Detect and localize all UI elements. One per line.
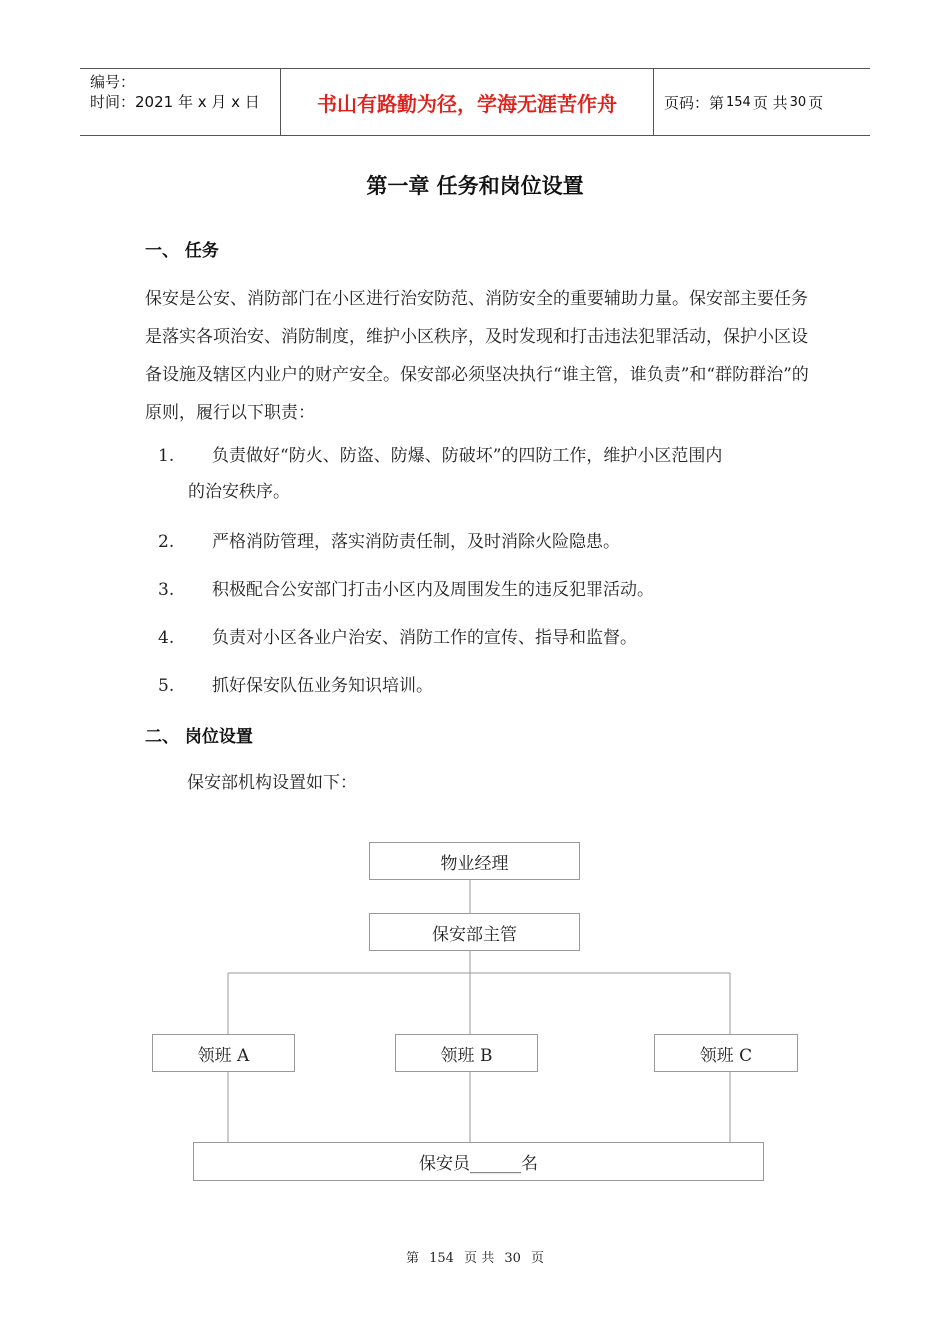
- time-label: 时间：2021 年 x 月 x 日: [90, 93, 260, 111]
- page-mid: 页 共: [752, 93, 788, 112]
- page-number: 154: [726, 94, 751, 110]
- footer-suffix: 页: [531, 1251, 545, 1266]
- item-number: 4.: [158, 628, 175, 648]
- item-text: 抓好保安队伍业务知识培训。: [212, 676, 433, 696]
- positions-intro: 保安部机构设置如下：: [187, 773, 357, 793]
- chapter-title: 第一章 任务和岗位设置: [366, 174, 584, 198]
- item-continuation: 的治安秩序。: [188, 482, 290, 502]
- section-heading-tasks: 一、 任务: [145, 241, 219, 261]
- number-label: 编号：: [90, 73, 136, 91]
- footer-prefix: 第: [405, 1251, 419, 1266]
- org-box-manager: 物业经理: [369, 842, 580, 880]
- header-motto: 书山有路勤为径，学海无涯苦作舟: [281, 69, 654, 135]
- item-number: 5.: [158, 676, 175, 696]
- item-text: 负责对小区各业户治安、消防工作的宣传、指导和监督。: [212, 628, 637, 648]
- item-number: 1.: [158, 446, 175, 466]
- page-prefix: 页码：第: [664, 93, 725, 112]
- org-box-leader-a: 领班 A: [152, 1034, 295, 1072]
- org-box-supervisor: 保安部主管: [369, 913, 580, 951]
- page-suffix: 页: [808, 93, 824, 112]
- tasks-paragraph: 保安是公安、消防部门在小区进行治安防范、消防安全的重要辅助力量。保安部主要任务是落实各项治安、消防制度，维护小区秩序，及时发现和打击违法犯罪活动，保护小区设备设施及辖区内业户的财产安全。保安部必须坚决执行“谁主管，谁负责”和“群防群治”的原则，履行以下职责：: [145, 289, 809, 423]
- org-box-leader-b: 领班 B: [395, 1034, 538, 1072]
- item-text: 负责做好“防火、防盗、防爆、防破坏”的四防工作，维护小区范围内: [212, 446, 723, 466]
- item-text: 积极配合公安部门打击小区内及周围发生的违反犯罪活动。: [212, 580, 654, 600]
- footer-page-total: 30: [504, 1251, 521, 1266]
- org-box-leader-c: 领班 C: [654, 1034, 798, 1072]
- item-text: 严格消防管理，落实消防责任制，及时消除火险隐患。: [212, 532, 620, 552]
- page-footer: [0, 1247, 950, 1266]
- org-box-guards: 保安员______名: [193, 1142, 764, 1181]
- footer-mid: 页 共: [464, 1251, 495, 1266]
- item-number: 3.: [158, 580, 175, 600]
- footer-page-number: 154: [429, 1251, 454, 1266]
- page-total: 30: [789, 94, 807, 110]
- item-number: 2.: [158, 532, 175, 552]
- section-heading-positions: 二、 岗位设置: [145, 727, 253, 747]
